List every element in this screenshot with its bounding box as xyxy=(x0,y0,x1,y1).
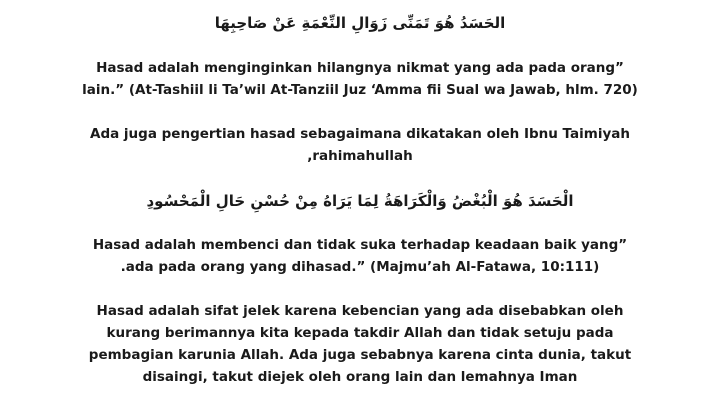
arabic-definition-1: الحَسَدُ هُوَ تَمَنِّى زَوَالِ النِّعْمَةِ عَنْ صَاحِبِهَا xyxy=(214,14,506,32)
paragraph-2-line-2: ,rahimahullah xyxy=(307,148,413,164)
paragraph-1-line-1: Hasad adalah menginginkan hilangnya nikmat yang ada pada orang” xyxy=(96,60,624,76)
paragraph-3-line-1: Hasad adalah membenci dan tidak suka terhadap keadaan baik yang” xyxy=(92,237,628,253)
paragraph-4-line-2: kurang berimannya kita kepada takdir Allah dan tidak setuju pada xyxy=(106,325,614,341)
arabic-definition-2: الْحَسَدَ هُوَ الْبُغْضُ وَالْكَرَاهَةُ لِمَا يَرَاهُ مِنْ حُسْنِ حَالِ الْمَحْسُودِ xyxy=(146,192,574,210)
paragraph-4-line-4: disaingi, takut diejek oleh orang lain dan lemahnya Iman xyxy=(142,369,578,385)
paragraph-4-line-1: Hasad adalah sifat jelek karena kebencian yang ada disebabkan oleh xyxy=(96,303,624,319)
paragraph-1-line-2: lain.” (At-Tashiil li Ta’wil At-Tanziil Juz ‘Amma fii Sual wa Jawab, hlm. 720) xyxy=(82,82,638,98)
paragraph-2-line-1: Ada juga pengertian hasad sebagaimana dikatakan oleh Ibnu Taimiyah xyxy=(90,126,630,142)
paragraph-4-line-3: pembagian karunia Allah. Ada juga sebabnya karena cinta dunia, takut xyxy=(88,347,632,363)
paragraph-3-line-2: .ada pada orang yang dihasad.” (Majmu’ah Al-Fatawa, 10:111) xyxy=(120,259,600,275)
